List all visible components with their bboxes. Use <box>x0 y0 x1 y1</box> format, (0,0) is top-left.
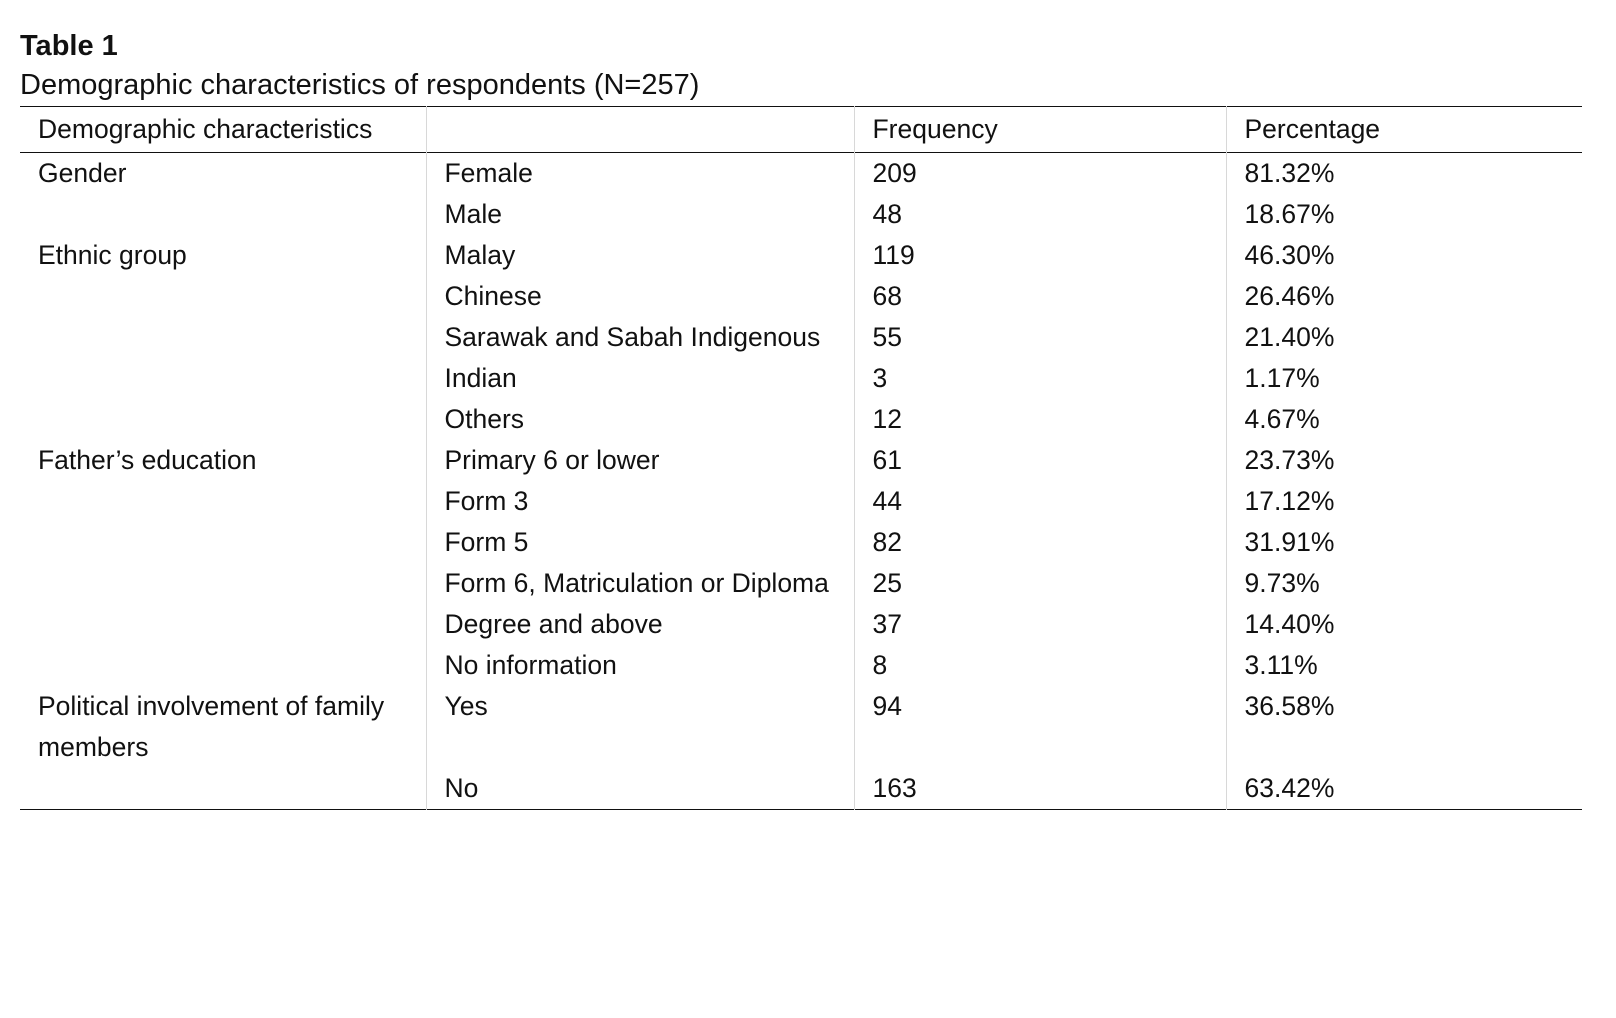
frequency-cell: 61 <box>854 440 1226 481</box>
frequency-cell: 163 <box>854 768 1226 810</box>
percentage-cell: 81.32% <box>1244 158 1335 188</box>
table-caption: Demographic characteristics of respondents (N=257) <box>20 69 700 101</box>
category-cell <box>20 604 426 645</box>
percentage-cell: 1.17% <box>1244 363 1320 393</box>
table-row <box>20 645 1582 686</box>
table-row <box>20 194 1582 235</box>
subcategory-cell: Form 6, Matriculation or Diploma <box>426 563 854 604</box>
percentage-cell: 46.30% <box>1244 240 1335 270</box>
frequency-cell: 48 <box>854 194 1226 235</box>
category-cell <box>20 768 426 810</box>
frequency-cell: 3 <box>854 358 1226 399</box>
table-body <box>20 153 1582 810</box>
percentage-cell: 18.67% <box>1244 199 1335 229</box>
subcategory-cell: Yes <box>426 686 854 768</box>
category-cell <box>20 522 426 563</box>
table-row <box>20 399 1582 440</box>
header-frequency: Frequency <box>854 107 1226 153</box>
subcategory-cell: Chinese <box>426 276 854 317</box>
percentage-cell: 23.73% <box>1244 445 1335 475</box>
category-cell <box>20 276 426 317</box>
category-cell <box>20 481 426 522</box>
category-cell <box>20 358 426 399</box>
table-label: Table 1 <box>20 30 118 62</box>
table-row <box>20 768 1582 810</box>
percentage-cell: 63.42% <box>1244 773 1335 803</box>
table-row <box>20 317 1582 358</box>
table-row <box>20 604 1582 645</box>
category-cell <box>20 563 426 604</box>
category-cell: Political involvement of family members <box>20 686 426 768</box>
subcategory-cell: Form 5 <box>426 522 854 563</box>
table-row <box>20 686 1582 768</box>
subcategory-cell: Others <box>426 399 854 440</box>
header-subcategory <box>426 107 854 153</box>
table-row <box>20 358 1582 399</box>
table-row <box>20 481 1582 522</box>
frequency-cell: 12 <box>854 399 1226 440</box>
subcategory-cell: No information <box>426 645 854 686</box>
frequency-cell: 55 <box>854 317 1226 358</box>
header-percentage: Percentage <box>1244 114 1381 144</box>
frequency-cell: 68 <box>854 276 1226 317</box>
subcategory-cell: Form 3 <box>426 481 854 522</box>
category-cell: Ethnic group <box>20 235 426 276</box>
category-cell <box>20 399 426 440</box>
subcategory-cell: Sarawak and Sabah Indigenous <box>426 317 854 358</box>
table-row <box>20 276 1582 317</box>
table-row <box>20 440 1582 481</box>
subcategory-cell: Female <box>426 153 854 195</box>
subcategory-cell: No <box>426 768 854 810</box>
category-cell <box>20 645 426 686</box>
frequency-cell: 94 <box>854 686 1226 768</box>
percentage-cell: 21.40% <box>1244 322 1335 352</box>
percentage-cell: 9.73% <box>1244 568 1320 598</box>
percentage-cell: 3.11% <box>1244 650 1318 680</box>
table-row <box>20 235 1582 276</box>
subcategory-cell: Male <box>426 194 854 235</box>
frequency-cell: 82 <box>854 522 1226 563</box>
frequency-cell: 8 <box>854 645 1226 686</box>
category-cell: Gender <box>20 153 426 195</box>
subcategory-cell: Malay <box>426 235 854 276</box>
category-cell <box>20 317 426 358</box>
table-row <box>20 522 1582 563</box>
percentage-cell: 36.58% <box>1244 691 1335 721</box>
subcategory-cell: Primary 6 or lower <box>426 440 854 481</box>
category-cell: Father’s education <box>20 440 426 481</box>
frequency-cell: 37 <box>854 604 1226 645</box>
category-cell <box>20 194 426 235</box>
table-row <box>20 153 1582 195</box>
table-header-row <box>20 107 1582 153</box>
frequency-cell: 119 <box>854 235 1226 276</box>
frequency-cell: 44 <box>854 481 1226 522</box>
percentage-cell: 31.91% <box>1244 527 1335 557</box>
demographics-table <box>20 106 1582 810</box>
subcategory-cell: Degree and above <box>426 604 854 645</box>
frequency-cell: 209 <box>854 153 1226 195</box>
frequency-cell: 25 <box>854 563 1226 604</box>
document <box>20 28 1582 810</box>
percentage-cell: 14.40% <box>1244 609 1335 639</box>
header-characteristic: Demographic characteristics <box>20 107 426 153</box>
percentage-cell: 26.46% <box>1244 281 1335 311</box>
percentage-cell: 17.12% <box>1244 486 1335 516</box>
subcategory-cell: Indian <box>426 358 854 399</box>
table-row <box>20 563 1582 604</box>
percentage-cell: 4.67% <box>1244 404 1320 434</box>
